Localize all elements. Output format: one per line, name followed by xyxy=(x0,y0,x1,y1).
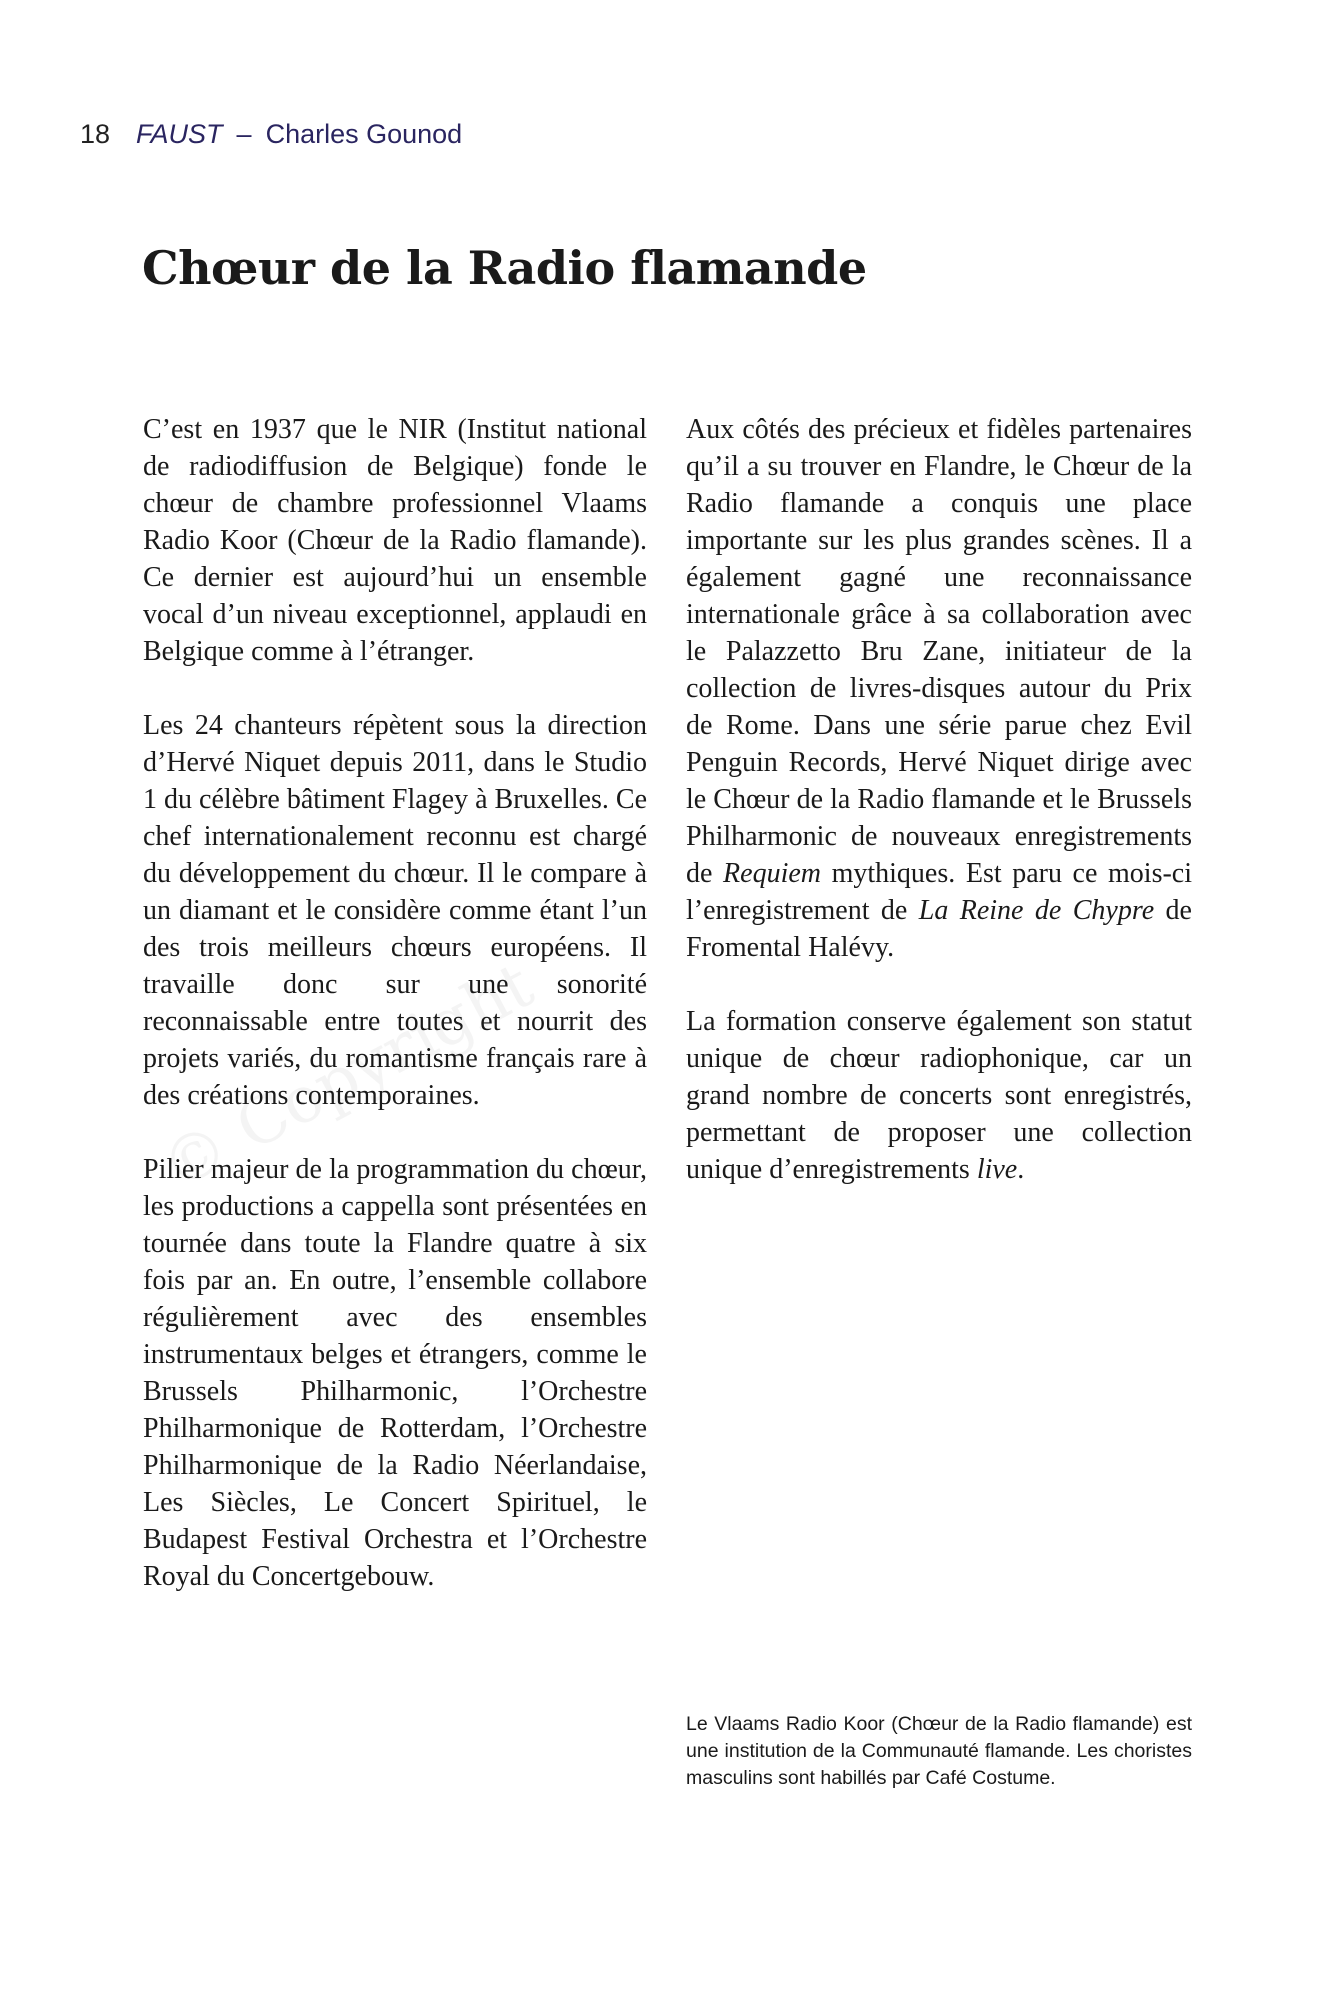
page-title: Chœur de la Radio flamande xyxy=(142,241,867,295)
radio-status-text: La formation conserve également son statut unique de chœur radiophonique, car un grand nombre de concerts sont enregistrés, permettant de proposer une collection unique d’enregistrements xyxy=(686,1006,1192,1185)
right-column xyxy=(686,411,1192,1188)
running-header xyxy=(80,116,462,152)
paragraph-partners xyxy=(686,411,1192,966)
paragraph-radio-status xyxy=(686,1003,1192,1188)
partners-text-mid: mythiques. Est paru ce mois-ci l’enregistrement de xyxy=(686,858,1192,926)
work-title: FAUST xyxy=(136,119,223,149)
partners-text-end: de Fromental Halévy. xyxy=(686,895,1192,963)
page-number: 18 xyxy=(80,119,111,149)
paragraph-direction: Les 24 chanteurs répètent sous la direction d’Hervé Niquet depuis 2011, dans le Studio 1 du célèbre bâtiment Flagey à Bruxelles. Ce chef internationalement reconnu est chargé du développement du chœur. Il le compare à un diamant et le considère comme étant l’un des trois meilleurs chœurs européens. Il travaille donc sur une sonorité reconnaissable entre toutes et nourrit des projets variés, du romantisme français rare à des créations contemporaines. xyxy=(143,710,647,1111)
reine-de-chypre-title: La Reine de Chypre xyxy=(918,895,1155,926)
photo-caption: Le Vlaams Radio Koor (Chœur de la Radio flamande) est une institution de la Communauté flamande. Les choristes masculins sont habillés par Café Costume. xyxy=(686,1713,1192,1789)
partners-text: Aux côtés des précieux et fidèles partenaires qu’il a su trouver en Flandre, le Chœur de la Radio flamande a conquis une place importante sur les plus grandes scènes. Il a également gagné une reconnaissance internationale grâce à sa collaboration avec le Palazzetto Bru Zane, initiateur de la collection de livres-disques autour du Prix de Rome. Dans une série parue chez Evil Penguin Records, Hervé Niquet dirige avec le Chœur de la Radio flamande et le Brussels Philharmonic de nouveaux enregistrements de xyxy=(686,414,1192,889)
left-column xyxy=(143,411,647,1595)
header-separator: – xyxy=(236,119,252,149)
paragraph-programming: Pilier majeur de la programmation du chœur, les productions a cappella sont présentées en tournée dans toute la Flandre quatre à six fois par an. En outre, l’ensemble collabore régulièrement avec des ensembles instrumentaux belges et étrangers, comme le Brussels Philharmonic, l’Orchestre Philharmonique de Rotterdam, l’Orchestre Philharmonique de la Radio Néerlandaise, Les Siècles, Le Concert Spirituel, le Budapest Festival Orchestra et l’Orchestre Royal du Concertgebouw. xyxy=(143,1154,647,1592)
live-word: live xyxy=(976,1154,1018,1185)
requiem-title: Requiem xyxy=(723,858,821,889)
paragraph-history: C’est en 1937 que le NIR (Institut national de radiodiffusion de Belgique) fonde le chœur de chambre professionnel Vlaams Radio Koor (Chœur de la Radio flamande). Ce dernier est aujourd’hui un ensemble vocal d’un niveau exceptionnel, applaudi en Belgique comme à l’étranger. xyxy=(143,414,647,667)
composer-name: Charles Gounod xyxy=(265,119,463,149)
radio-status-end: . xyxy=(1017,1154,1025,1185)
